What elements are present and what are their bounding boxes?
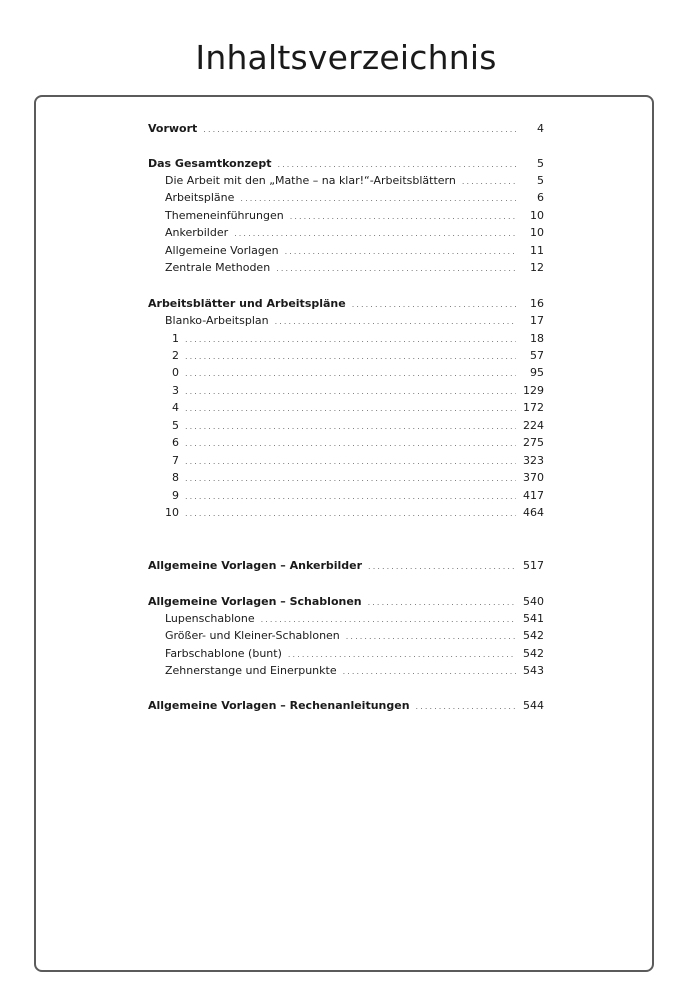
dot-leader [185, 402, 516, 416]
dot-leader [240, 192, 516, 206]
toc-number-entry[interactable] [172, 349, 544, 364]
toc-number-entry[interactable] [172, 384, 544, 399]
toc-number-entry[interactable] [172, 401, 544, 416]
toc-subentry[interactable] [165, 314, 544, 329]
toc-entry-page: 5 [537, 174, 544, 187]
toc-entry-title: Allgemeine Vorlagen – Ankerbilder [148, 559, 363, 572]
toc-entry-page: 95 [530, 366, 544, 379]
toc-entry-title: Die Arbeit mit den „Mathe – na klar!“-Arbeitsblättern [165, 174, 456, 187]
toc-entry-page: 17 [530, 314, 544, 327]
toc-entry-title: 2 [172, 349, 179, 362]
toc-entry-page: 544 [523, 699, 544, 712]
toc-entry-page: 4 [537, 122, 544, 135]
toc-entry-title: Allgemeine Vorlagen – Rechenanleitungen [148, 699, 410, 712]
dot-leader [185, 472, 516, 486]
toc-entry-title: 5 [172, 419, 179, 432]
toc-entry-page: 5 [537, 157, 544, 170]
toc-entry-page: 129 [523, 384, 544, 397]
toc-entry-title: Das Gesamtkonzept [148, 157, 272, 170]
toc-number-entry[interactable] [172, 419, 544, 434]
dot-leader [275, 315, 516, 329]
dot-leader [285, 245, 516, 259]
toc-entry-title: Blanko-Arbeitsplan [165, 314, 269, 327]
toc-entry-title: 0 [172, 366, 179, 379]
toc-entry-page: 6 [537, 191, 544, 204]
toc-entry-page: 323 [523, 454, 544, 467]
dot-leader [278, 158, 516, 172]
toc-entry-title: Farbschablone (bunt) [165, 647, 282, 660]
toc-entry-title: 4 [172, 401, 179, 414]
toc-subentry[interactable] [165, 226, 544, 241]
dot-leader [185, 420, 516, 434]
toc-entry-title: Lupenschablone [165, 612, 255, 625]
toc-entry-title: Ankerbilder [165, 226, 229, 239]
toc-entry-title: 10 [165, 506, 179, 519]
toc-entry-title: Zehnerstange und Einerpunkte [165, 664, 337, 677]
toc-entry-schablonen[interactable] [148, 595, 544, 610]
toc-entry-page: 11 [530, 244, 544, 257]
dot-leader [346, 630, 516, 644]
dot-leader [290, 210, 516, 224]
toc-number-entry[interactable] [172, 454, 544, 469]
toc-entry-page: 12 [530, 261, 544, 274]
toc-entry-title: Arbeitspläne [165, 191, 235, 204]
dot-leader [185, 350, 516, 364]
dot-leader [203, 123, 516, 137]
toc-subentry[interactable] [165, 244, 544, 259]
dot-leader [462, 175, 516, 189]
toc-entry-page: 517 [523, 559, 544, 572]
toc-entry-page: 417 [523, 489, 544, 502]
toc-entry-page: 542 [523, 629, 544, 642]
dot-leader [288, 648, 516, 662]
dot-leader [276, 262, 516, 276]
dot-leader [185, 385, 516, 399]
toc-entry-rechenanleitungen[interactable] [148, 699, 544, 714]
dot-leader [185, 437, 516, 451]
toc-entry-title: 8 [172, 471, 179, 484]
dot-leader [185, 333, 516, 347]
toc-subentry[interactable] [165, 629, 544, 644]
dot-leader [343, 665, 516, 679]
toc-number-entry[interactable] [172, 489, 544, 504]
toc-subentry[interactable] [165, 612, 544, 627]
toc-entry-page: 224 [523, 419, 544, 432]
toc-number-entry[interactable] [172, 471, 544, 486]
toc-number-entry[interactable] [165, 506, 544, 521]
toc-entry-gesamtkonzept[interactable] [148, 157, 544, 172]
dot-leader [234, 227, 516, 241]
toc-entry-title: 6 [172, 436, 179, 449]
toc-subentry[interactable] [165, 261, 544, 276]
toc-entry-title: 9 [172, 489, 179, 502]
toc-entry-page: 172 [523, 401, 544, 414]
dot-leader [185, 490, 516, 504]
toc-entry-title: Größer- und Kleiner-Schablonen [165, 629, 340, 642]
toc-entry-title: 1 [172, 332, 179, 345]
toc-entry-vorwort[interactable] [148, 122, 544, 137]
toc-subentry[interactable] [165, 174, 544, 189]
toc-entry-page: 370 [523, 471, 544, 484]
toc-entry-page: 57 [530, 349, 544, 362]
dot-leader [416, 700, 516, 714]
toc-entry-page: 10 [530, 209, 544, 222]
toc-entry-ankerbilder[interactable] [148, 559, 544, 574]
toc-number-entry[interactable] [172, 366, 544, 381]
toc-number-entry[interactable] [172, 436, 544, 451]
toc-entry-page: 18 [530, 332, 544, 345]
toc-subentry[interactable] [165, 209, 544, 224]
dot-leader [368, 596, 516, 610]
toc-entry-title: 3 [172, 384, 179, 397]
dot-leader [368, 560, 516, 574]
toc-entry-title: Allgemeine Vorlagen [165, 244, 279, 257]
dot-leader [185, 367, 516, 381]
toc-subentry[interactable] [165, 647, 544, 662]
toc-entry-title: Allgemeine Vorlagen – Schablonen [148, 595, 362, 608]
toc-subentry[interactable] [165, 191, 544, 206]
toc-entry-page: 543 [523, 664, 544, 677]
dot-leader [261, 613, 516, 627]
toc-entry-title: Vorwort [148, 122, 198, 135]
toc-entry-page: 464 [523, 506, 544, 519]
toc-entry-page: 10 [530, 226, 544, 239]
dot-leader [185, 455, 516, 469]
toc-entry-title: 7 [172, 454, 179, 467]
dot-leader [352, 298, 516, 312]
toc-entry-page: 275 [523, 436, 544, 449]
page-title: Inhaltsverzeichnis [195, 38, 497, 77]
toc-number-entry[interactable] [172, 332, 544, 347]
toc-entry-page: 16 [530, 297, 544, 310]
dot-leader [185, 507, 516, 521]
toc-entry-page: 540 [523, 595, 544, 608]
toc-entry-page: 541 [523, 612, 544, 625]
toc-entry-title: Themeneinführungen [165, 209, 284, 222]
toc-entry-page: 542 [523, 647, 544, 660]
toc-entry-title: Zentrale Methoden [165, 261, 271, 274]
toc-subentry[interactable] [165, 664, 544, 679]
toc-entry-arbeitsblaetter[interactable] [148, 297, 544, 312]
toc-entry-title: Arbeitsblätter und Arbeitspläne [148, 297, 346, 310]
